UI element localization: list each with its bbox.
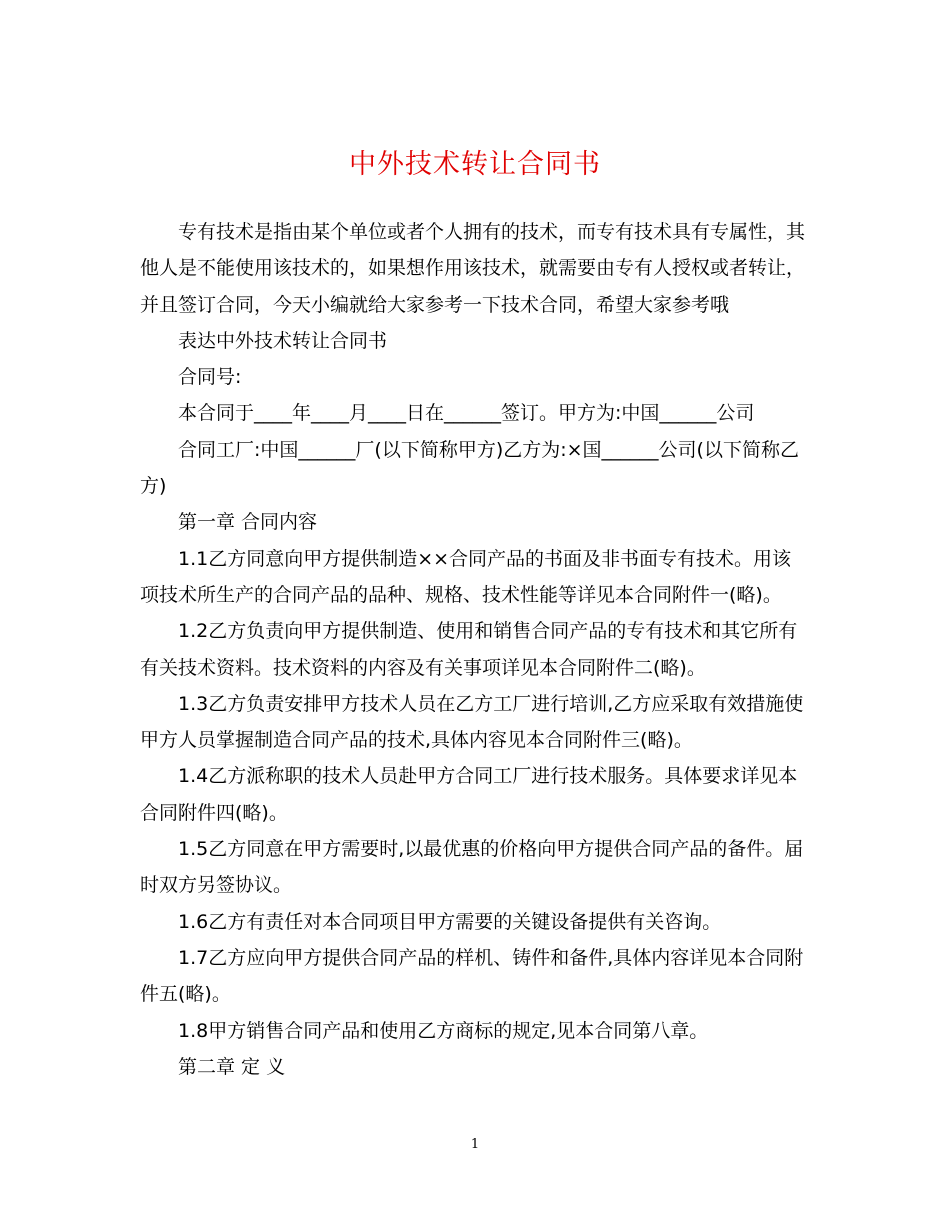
clause-1-1: 1.1乙方同意向甲方提供制造××合同产品的书面及非书面专有技术。用该项技术所生产的合同产品的品种、规格、技术性能等详见本合同附件一(略)。 [140, 547, 792, 606]
clause-1-5: 1.5乙方同意在甲方需要时,以最优惠的价格向甲方提供合同产品的备件。届时双方另签协议。 [140, 838, 804, 897]
clause-1-7: 1.7乙方应向甲方提供合同产品的样机、铸件和备件,具体内容详见本合同附件五(略)。 [140, 946, 804, 1006]
contract-number: 合同号: [178, 366, 242, 389]
document-body [140, 214, 808, 1085]
page-number: 1 [470, 1137, 480, 1152]
contract-heading: 表达中外技术转让合同书 [178, 329, 388, 352]
clause-1-2: 1.2乙方负责向甲方提供制造、使用和销售合同产品的专有技术和其它所有有关技术资料。技术资料的内容及有关事项详见本合同附件二(略)。 [140, 620, 798, 679]
chapter-two-heading: 第二章 定 义 [178, 1055, 286, 1078]
contract-signing-line: 本合同于____年____月____日在______签订。甲方为:中国______公司 [178, 402, 755, 425]
clause-1-3: 1.3乙方负责安排甲方技术人员在乙方工厂进行培训,乙方应采取有效措施使甲方人员掌握制造合同产品的技术,具体内容见本合同附件三(略)。 [140, 692, 804, 752]
intro-paragraph: 专有技术是指由某个单位或者个人拥有的技术，而专有技术具有专属性，其他人是不能使用该技术的，如果想作用该技术，就需要由专有人授权或者转让，并且签订合同，今天小编就给大家参考一下技术合同，希望大家参考哦 [140, 221, 806, 316]
clause-1-4: 1.4乙方派称职的技术人员赴甲方合同工厂进行技术服务。具体要求详见本合同附件四(略)。 [140, 765, 798, 824]
clause-1-6: 1.6乙方有责任对本合同项目甲方需要的关键设备提供有关咨询。 [178, 910, 722, 933]
contract-parties-line: 合同工厂:中国______厂(以下简称甲方)乙方为:×国______公司(以下简称乙方) [140, 438, 799, 498]
clause-1-8: 1.8甲方销售合同产品和使用乙方商标的规定,见本合同第八章。 [178, 1019, 709, 1042]
document-title: 中外技术转让合同书 [349, 149, 601, 180]
chapter-one-heading: 第一章 合同内容 [178, 511, 318, 534]
